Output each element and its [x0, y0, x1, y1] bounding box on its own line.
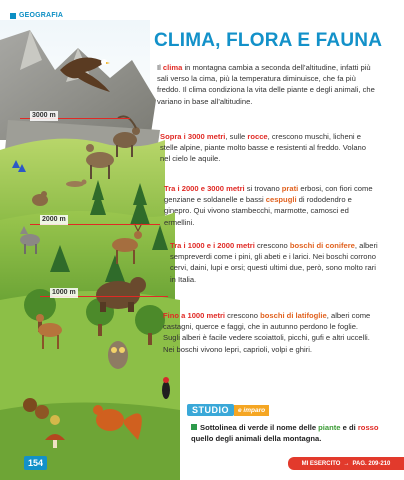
section-label: GEOGRAFIA — [19, 12, 64, 19]
studio-sub: e imparo — [234, 405, 269, 416]
exercise-reference[interactable] — [288, 457, 404, 470]
exercise-label: MI ESERCITO — [301, 460, 341, 467]
exercise-pages: PAG. 209-210 — [352, 460, 391, 467]
studio-badge: STUDIO — [187, 404, 234, 416]
studio-box — [187, 404, 269, 416]
section-tag — [10, 12, 63, 19]
page-number: 154 — [24, 456, 47, 470]
owl-icon — [108, 341, 128, 369]
section-2000-3000: Tra i 2000 e 3000 metri si trovano prati erbosi, con fiori come genziane e soldanelle e bassi cespugli di rododendro e ginepro. Qui vivono stambecchi, marmotte, camosci ed ermellini. — [164, 184, 373, 227]
checkbox-icon — [191, 424, 197, 430]
clima-highlight: clima — [162, 63, 183, 72]
arrow-right-icon: → — [343, 460, 350, 467]
section-lead: Sopra i 3000 metri — [160, 132, 226, 141]
section-1000-2000: Tra i 1000 e i 2000 metri crescono boschi di conifere, alberi sempreverdi come i pini, gli abeti e i larici. Nei boschi corrono cervi, daini, lupi e orsi; questi ultimi due, però, sono molto rari in Italia. — [170, 241, 378, 284]
woodpecker-icon — [162, 377, 170, 399]
section-square-icon — [10, 13, 16, 19]
section-below-1000: Fino a 1000 metri crescono boschi di latifoglie, alberi come castagni, querce e faggi, che in autunno perdono le foglie. Sugli alberi è facile vedere scoiattoli, picchi, gufi e altri uccelli. Nei boschi vivono lepri, caprioli, volpi e ghiri. — [163, 311, 371, 354]
altitude-label-2000: 2000 m — [42, 216, 66, 223]
page-title: CLIMA, FLORA E FAUNA — [154, 30, 383, 51]
altitude-label-3000: 3000 m — [32, 112, 56, 119]
altitude-label-1000: 1000 m — [52, 289, 76, 296]
intro-paragraph: Il clima in montagna cambia a seconda dell’altitudine, infatti più sali verso la cima, più la temperatura diminuisce, che fa più freddo. Il clima condiziona la vita delle piante e degli animali, che variano in base all’altitudine. — [157, 63, 375, 106]
studio-instruction: Sottolinea di verde il nome delle piante e di rosso quello degli animali della montagna. — [191, 423, 379, 443]
section-above-3000: Sopra i 3000 metri, sulle rocce, crescono muschi, licheni e stelle alpine, piante molto basse e resistenti al freddo. Volano nel cielo le aquile. — [160, 132, 367, 164]
